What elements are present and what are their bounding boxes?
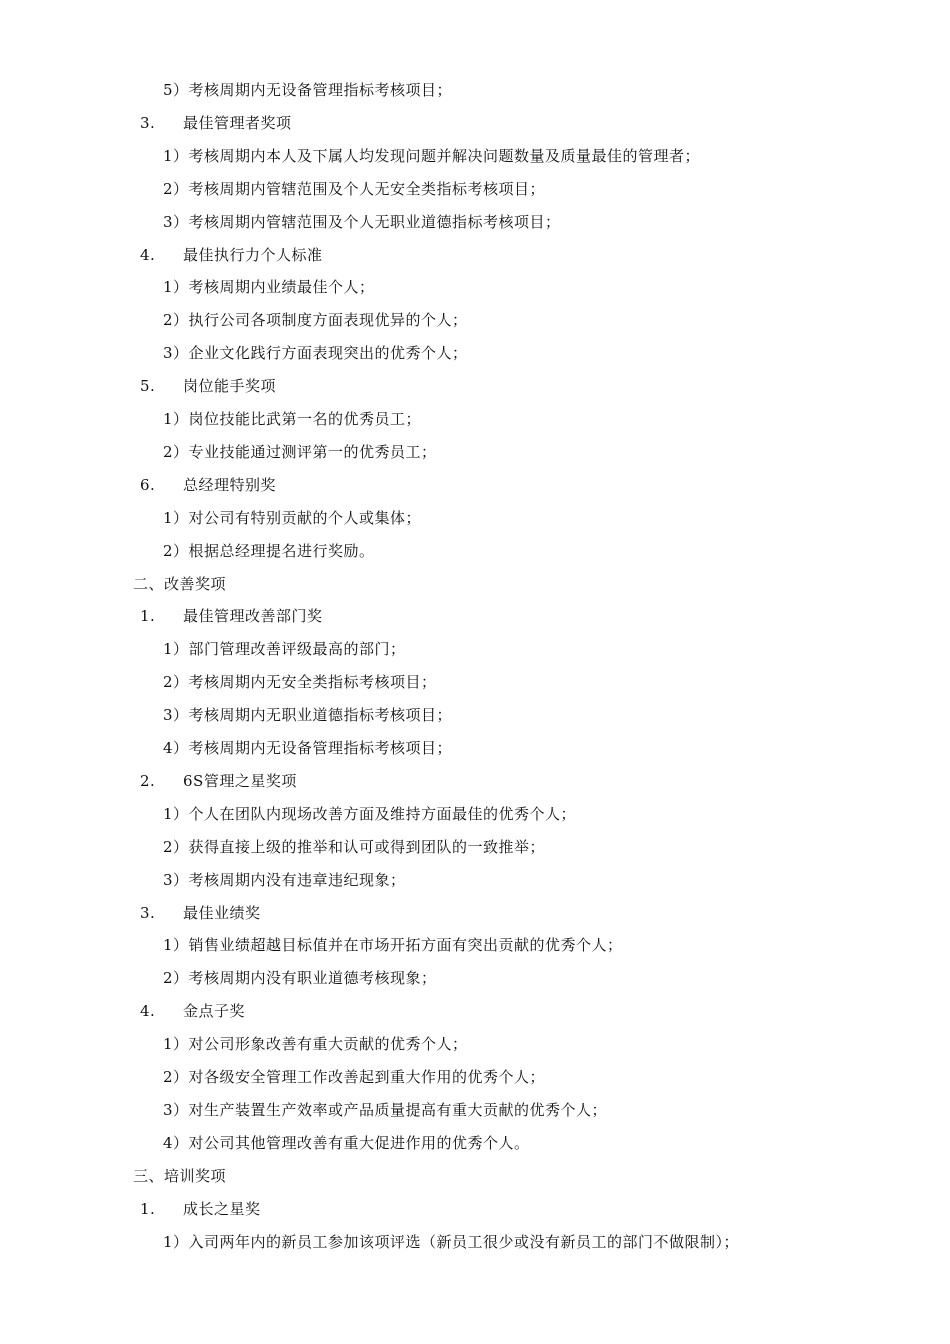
item-title: 最佳业绩奖 xyxy=(183,903,261,922)
item-title: 6S管理之星奖项 xyxy=(183,771,297,790)
criterion-item: 1）考核周期内业绩最佳个人； xyxy=(163,278,375,297)
criterion-item: 2）考核周期内没有职业道德考核现象； xyxy=(163,969,437,988)
item-number: 2. xyxy=(140,771,156,790)
criterion-item: 4）对公司其他管理改善有重大促进作用的优秀个人。 xyxy=(163,1133,530,1152)
item-number: 3. xyxy=(140,113,156,132)
item-number: 4. xyxy=(140,245,156,264)
item-number: 5. xyxy=(140,377,156,396)
criterion-item: 1）对公司形象改善有重大贡献的优秀个人； xyxy=(163,1035,468,1054)
item-heading xyxy=(140,606,323,626)
criterion-item: 1）考核周期内本人及下属人均发现问题并解决问题数量及质量最佳的管理者； xyxy=(163,146,701,165)
item-heading xyxy=(140,771,297,791)
criterion-item: 3）考核周期内管辖范围及个人无职业道德指标考核项目； xyxy=(163,212,561,231)
item-number: 1. xyxy=(140,607,156,626)
criterion-item: 3）企业文化践行方面表现突出的优秀个人； xyxy=(163,344,468,363)
item-heading xyxy=(140,113,292,133)
criterion-item: 2）对各级安全管理工作改善起到重大作用的优秀个人； xyxy=(163,1068,546,1086)
item-title: 最佳执行力个人标准 xyxy=(183,245,323,264)
item-heading xyxy=(140,245,323,265)
item-number: 4. xyxy=(140,1002,156,1021)
criterion-item: 5）考核周期内无设备管理指标考核项目； xyxy=(163,81,453,99)
criterion-item: 2）根据总经理提名进行奖励。 xyxy=(163,541,375,560)
section-heading: 三、培训奖项 xyxy=(133,1166,227,1185)
criterion-item: 2）专业技能通过测评第一的优秀员工； xyxy=(163,442,437,461)
item-title: 成长之星奖 xyxy=(183,1199,261,1218)
item-heading xyxy=(140,903,261,923)
criterion-item: 3）对生产装置生产效率或产品质量提高有重大贡献的优秀个人； xyxy=(163,1100,608,1119)
item-heading xyxy=(140,1001,245,1021)
criterion-item: 3）考核周期内无职业道德指标考核项目； xyxy=(163,706,453,725)
item-number: 3. xyxy=(140,903,156,922)
item-title: 最佳管理者奖项 xyxy=(183,113,292,132)
criterion-item: 2）考核周期内无安全类指标考核项目； xyxy=(163,673,437,692)
criterion-item: 1）个人在团队内现场改善方面及维持方面最佳的优秀个人； xyxy=(163,804,577,823)
criterion-item: 3）考核周期内没有违章违纪现象； xyxy=(163,870,406,889)
criterion-item: 1）岗位技能比武第一名的优秀员工； xyxy=(163,410,422,428)
criterion-item: 1）入司两年内的新员工参加该项评选（新员工很少或没有新员工的部门不做限制）； xyxy=(163,1232,740,1251)
criterion-item: 2）获得直接上级的推举和认可或得到团队的一致推举； xyxy=(163,837,546,856)
item-title: 金点子奖 xyxy=(183,1002,246,1021)
item-heading xyxy=(140,475,276,495)
item-heading xyxy=(140,1199,261,1219)
item-title: 最佳管理改善部门奖 xyxy=(183,607,323,626)
criterion-item: 2）考核周期内管辖范围及个人无安全类指标考核项目； xyxy=(163,179,546,198)
criterion-item: 1）销售业绩超越目标值并在市场开拓方面有突出贡献的优秀个人； xyxy=(163,936,623,955)
item-number: 1. xyxy=(140,1199,156,1218)
item-title: 岗位能手奖项 xyxy=(183,377,277,396)
criterion-item: 4）考核周期内无设备管理指标考核项目； xyxy=(163,739,453,757)
item-number: 6. xyxy=(140,475,156,494)
item-title: 总经理特别奖 xyxy=(183,475,277,494)
item-heading xyxy=(140,376,276,396)
criterion-item: 2）执行公司各项制度方面表现优异的个人； xyxy=(163,311,468,330)
criterion-item: 1）部门管理改善评级最高的部门； xyxy=(163,640,406,659)
section-heading: 二、改善奖项 xyxy=(133,574,227,593)
criterion-item: 1）对公司有特别贡献的个人或集体； xyxy=(163,508,422,527)
